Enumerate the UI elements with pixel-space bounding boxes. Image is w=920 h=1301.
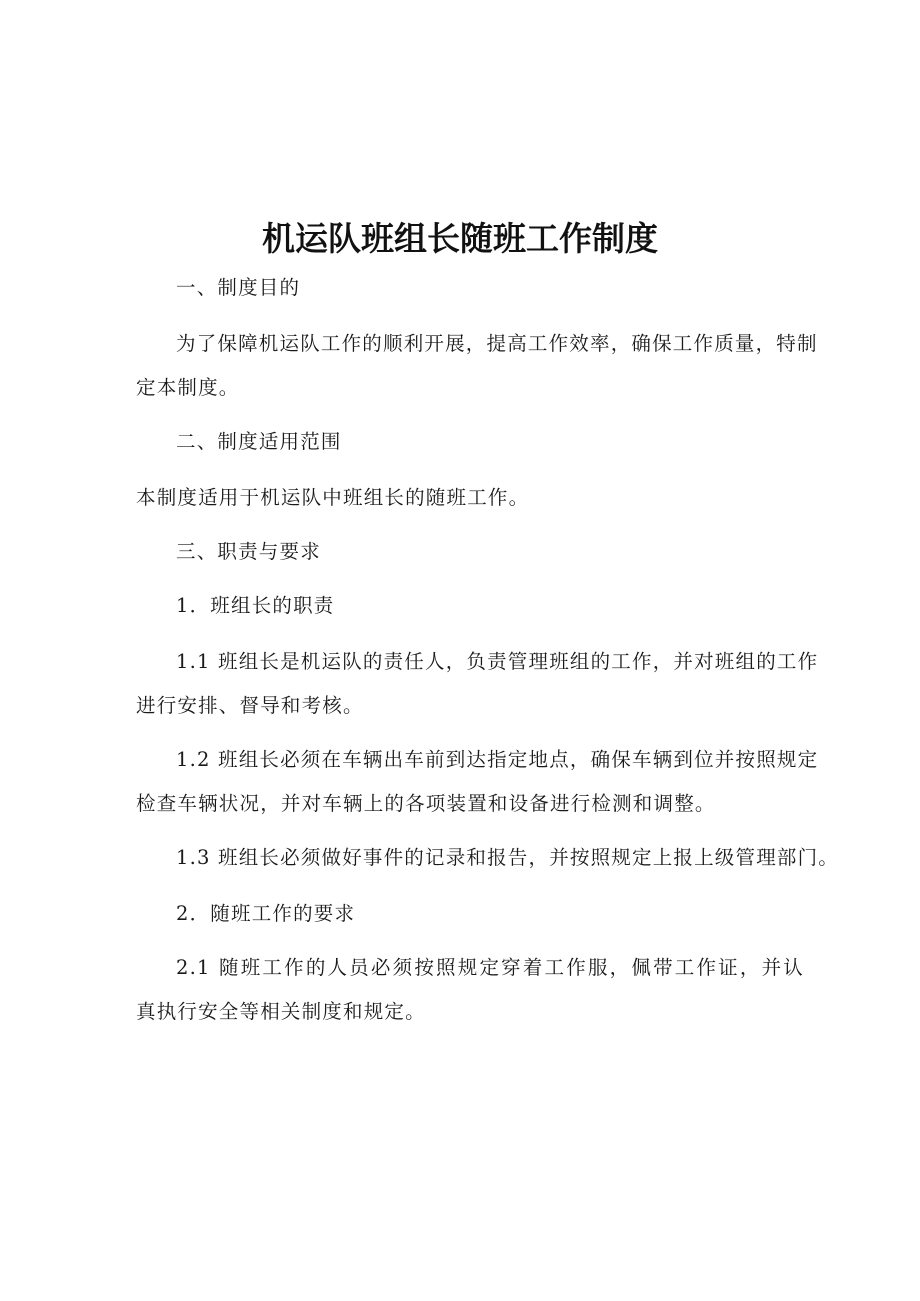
document-title: 机运队班组长随班工作制度 [262,219,658,258]
item-1-1-line-2: 进行安排、督导和考核。 [136,694,364,717]
item-2-1-line-2: 真执行安全等相关制度和规定。 [136,1000,426,1023]
subsection-1-heading: 1．班组长的职责 [176,594,335,617]
item-1-2-line-1: 1.2 班组长必须在车辆出车前到达指定地点，确保车辆到位并按照规定 [176,748,819,771]
section-1-body-line-1: 为了保障机运队工作的顺利开展，提高工作效率，确保工作质量，特制 [176,332,818,355]
section-1-body-line-2: 定本制度。 [136,376,240,399]
item-1-3: 1.3 班组长必须做好事件的记录和报告，并按照规定上报上级管理部门。 [176,846,840,869]
section-3-heading: 三、职责与要求 [176,540,321,563]
item-1-1-line-1: 1.1 班组长是机运队的责任人，负责管理班组的工作，并对班组的工作 [176,650,819,673]
section-1-heading: 一、制度目的 [176,276,301,299]
section-2-heading: 二、制度适用范围 [176,430,342,453]
subsection-2-heading: 2．随班工作的要求 [176,902,356,925]
section-2-body: 本制度适用于机运队中班组长的随班工作。 [136,486,530,509]
item-2-1-line-1: 2.1 随班工作的人员必须按照规定穿着工作服，佩带工作证，并认 [176,956,804,979]
item-1-2-line-2: 检查车辆状况，并对车辆上的各项装置和设备进行检测和调整。 [136,792,716,815]
